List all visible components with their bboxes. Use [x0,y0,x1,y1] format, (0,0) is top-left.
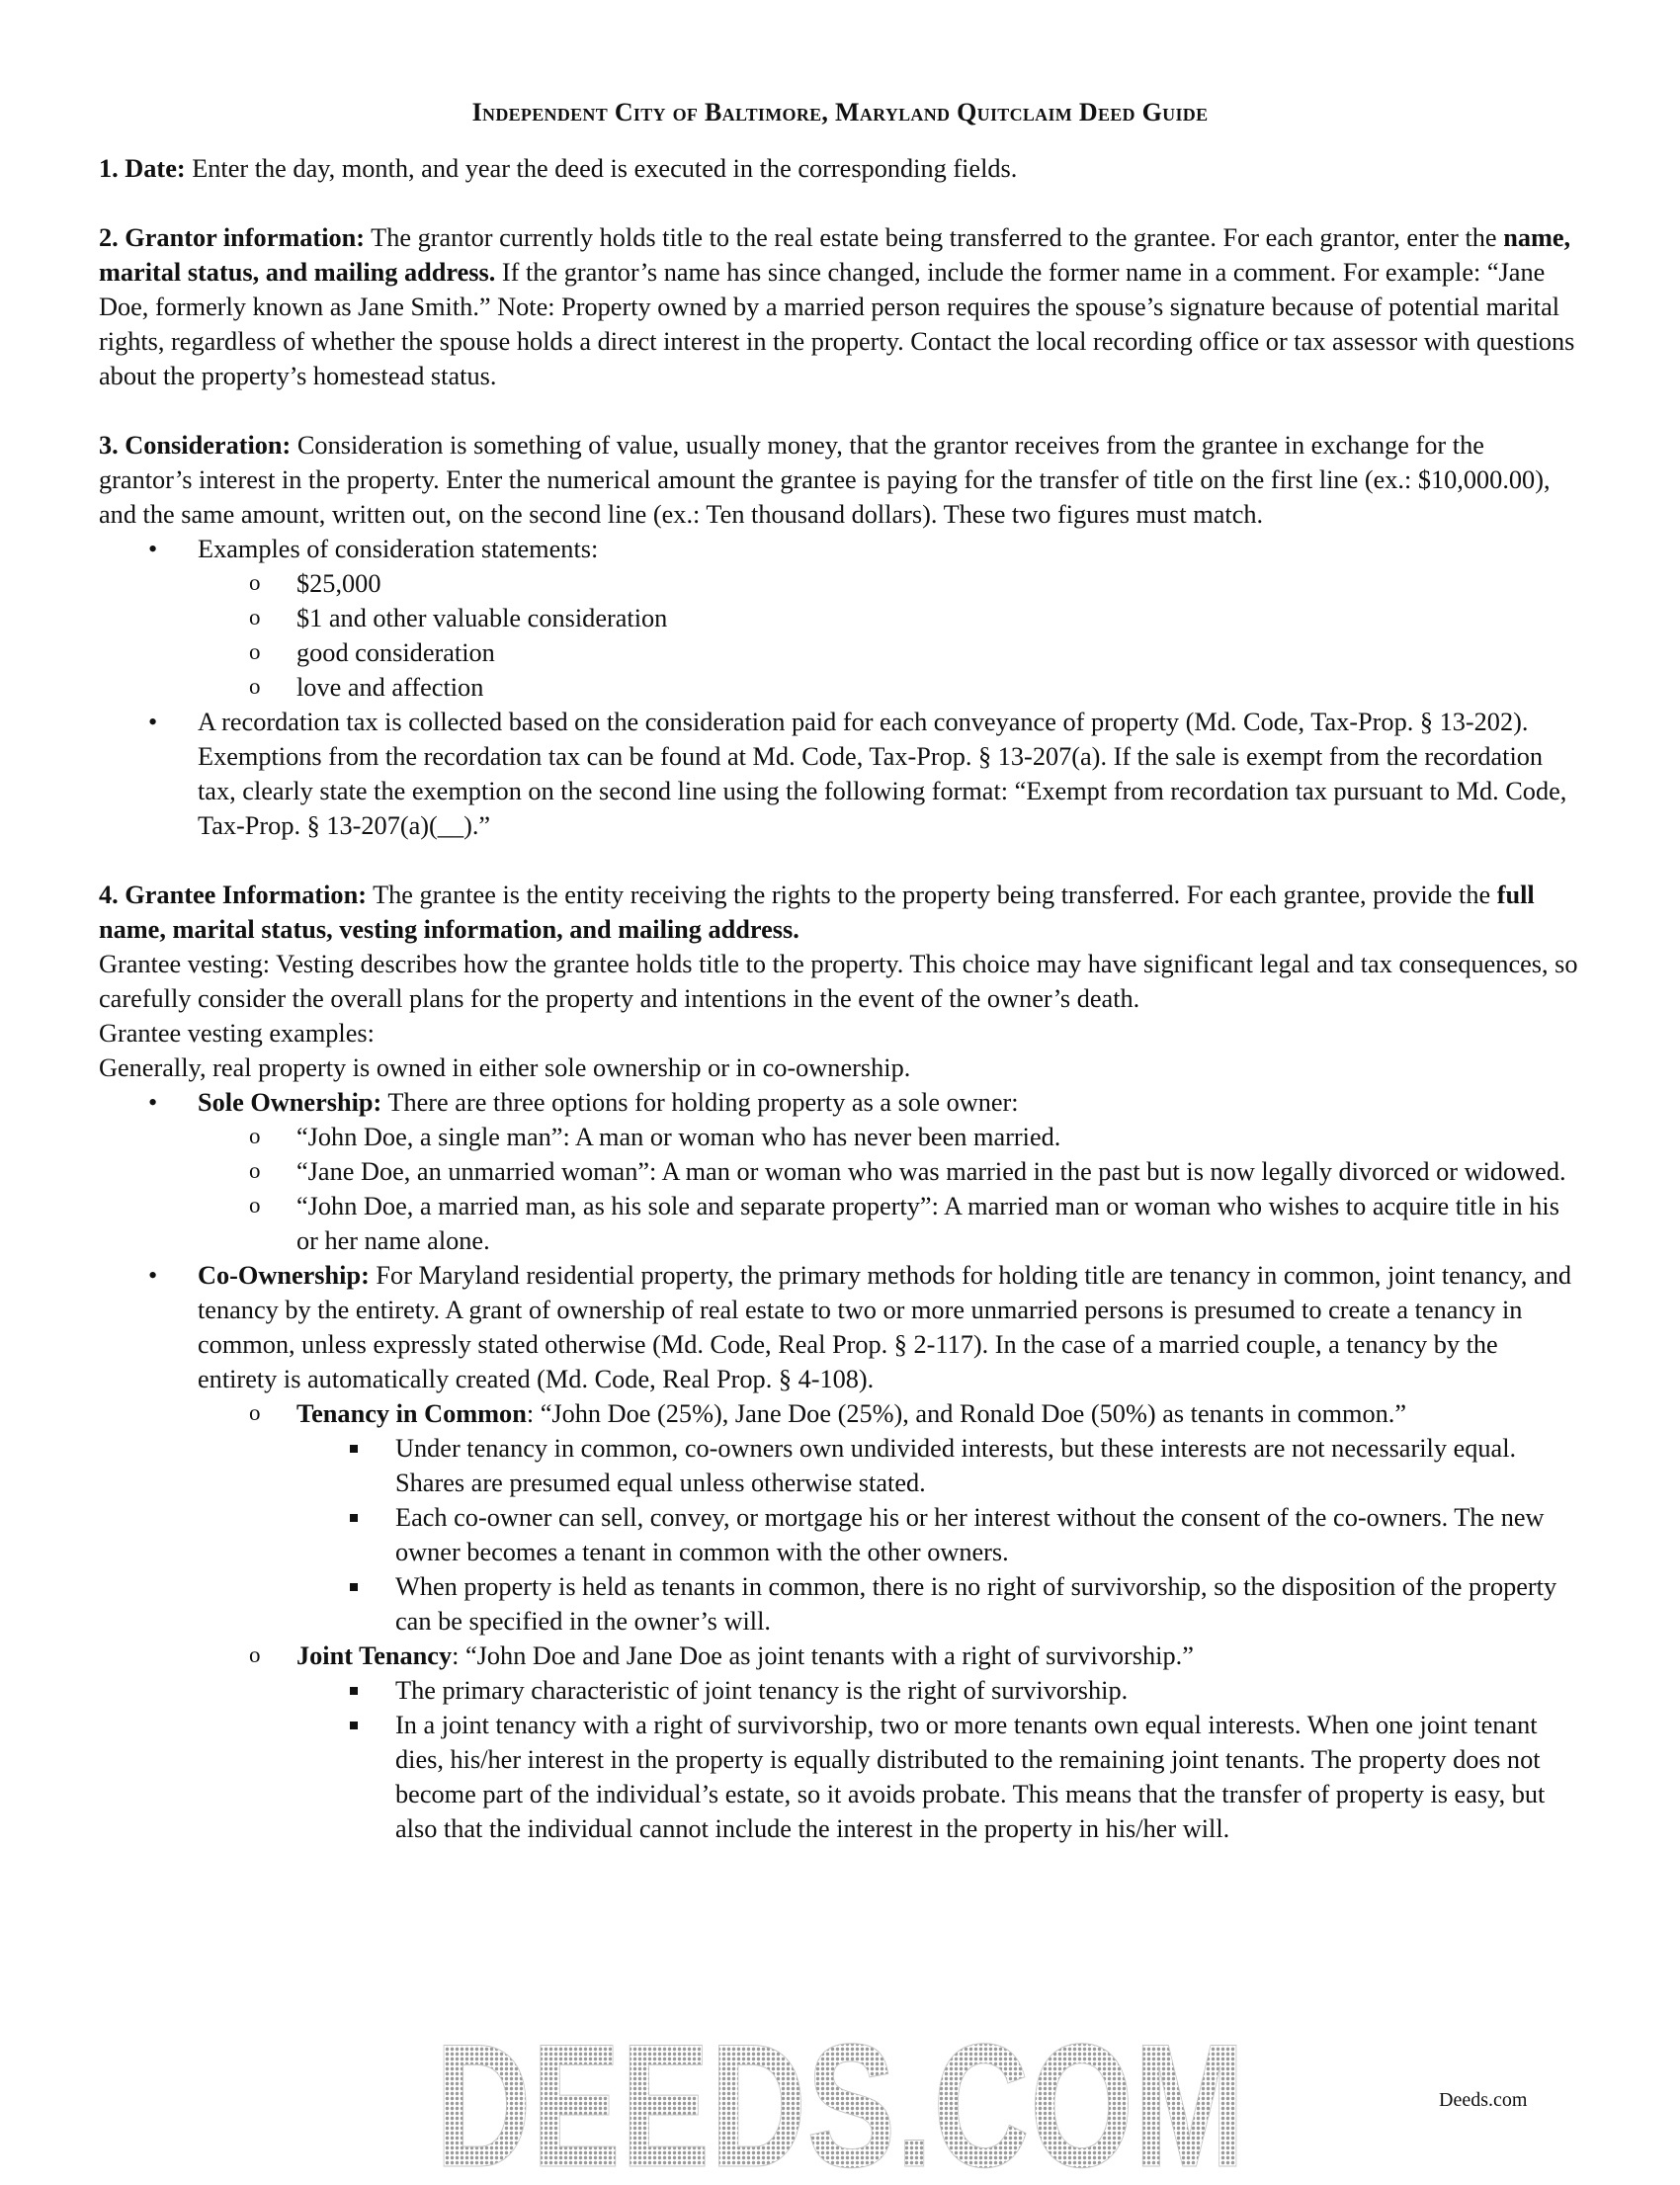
co-ownership-text: For Maryland residential property, the primary methods for holding title are tenancy in common, joint tenancy, and tenancy by the entirety. A grant of ownership of real estate to two or more unmarried persons is presumed to create a tenancy in common, unless expressly stated otherwise (Md. Code, Real Prop. § 2-117). In the case of a married couple, a tenancy by the entirety is automatically created (Md. Code, Real Prop. § 4-108). [198,1261,1571,1393]
list-item [99,1258,1581,1846]
watermark-logo-graphic [425,2022,1255,2180]
document-page [99,95,1581,1846]
consideration-examples [198,566,1581,705]
section-consideration-text: Consideration is something of value, usually money, that the grantor receives from the grantee in exchange for the grantor’s interest in the property. Enter the numerical amount the grantee is paying for the transfer of title on the first line (ex.: $10,000.00), and the same amount, written out, on the second line (ex.: Ten thousand dollars). These two figures must match. [99,431,1551,529]
list-item: o “John Doe, a single man”: A man or woman who has never been married. [198,1120,1581,1154]
section-grantor [99,220,1581,393]
co-ownership-label: Co-Ownership: [198,1261,370,1290]
list-item: o love and affection [198,670,1581,705]
list-item: Under tenancy in common, co-owners own undivided interests, but these interests are not necessarily equal. Shares are presumed equal unless otherwise stated. [296,1431,1581,1500]
section-grantor-bold: name, marital status, and mailing address. [99,223,1571,287]
section-grantee-text: The grantee is the entity receiving the rights to the property being transferred. For each grantee, provide the [366,881,1497,909]
grantee-vesting-examples: Grantee vesting examples: [99,1019,375,1048]
page-title: Independent City of Baltimore, Maryland Quitclaim Deed Guide [471,98,1209,126]
list-item: o $25,000 [198,566,1581,601]
section-grantor-label: 2. Grantor information: [99,223,366,252]
list-item: The primary characteristic of joint tenancy is the right of survivorship. [296,1673,1581,1708]
list-item: o “John Doe, a married man, as his sole and separate property”: A married man or woman who wishes to acquire title in his or her name alone. [198,1189,1581,1258]
tenancy-in-common-text: : “John Doe (25%), Jane Doe (25%), and Ronald Doe (50%) as tenants in common.” [526,1399,1407,1428]
ownership-list [99,1085,1581,1846]
list-item: In a joint tenancy with a right of survivorship, two or more tenants own equal interests. When one joint tenant dies, his/her interest in the property is equally distributed to the remaining joint tenants. The property does not become part of the individual’s estate, so it avoids probate. This means that the transfer of property is easy, but also that the individual cannot include the interest in the property in his/her will. [296,1708,1581,1846]
watermark-text: DEEDS.COM [435,2022,1245,2180]
tenancy-in-common-label: Tenancy in Common [296,1399,527,1428]
list-item [99,532,1581,705]
section-grantee-bold: full name, marital status, vesting information, and mailing address. [99,881,1535,944]
deeds-watermark [425,2022,1255,2180]
list-item [198,1639,1581,1846]
joint-tenancy-points [296,1673,1581,1846]
sole-ownership-text: There are three options for holding property as a sole owner: [381,1088,1019,1117]
sole-ownership-label: Sole Ownership: [198,1088,382,1117]
grantee-vesting: Grantee vesting: Vesting describes how the grantee holds title to the property. This choice may have significant legal and tax consequences, so carefully consider the overall plans for the property and intentions in the event of the owner’s death. [99,950,1578,1013]
tenancy-in-common-points [296,1431,1581,1639]
section-grantor-text-2: If the grantor’s name has since changed, include the former name in a comment. For example: “Jane Doe, formerly known as Jane Smith.” Note: Property owned by a married person requires the spouse’s signature because of potential marital rights, regardless of whether the spouse holds a direct interest in the property. Contact the local recording office or tax assessor with questions about the property’s homestead status. [99,258,1575,390]
section-grantee [99,878,1581,947]
consideration-examples-heading: Examples of consideration statements: [198,535,599,563]
consideration-list [99,532,1581,843]
list-item [198,1396,1581,1639]
section-date-label: 1. Date: [99,154,186,183]
section-grantor-text: The grantor currently holds title to the real estate being transferred to the grantee. For each grantor, enter the [365,223,1504,252]
list-item: o $1 and other valuable consideration [198,601,1581,635]
grantee-generally: Generally, real property is owned in either sole ownership or in co-ownership. [99,1053,911,1082]
joint-tenancy-text: : “John Doe and Jane Doe as joint tenants with a right of survivorship.” [452,1641,1194,1670]
footer-brand: Deeds.com [1439,2089,1528,2111]
section-consideration-label: 3. Consideration: [99,431,292,460]
list-item: When property is held as tenants in common, there is no right of survivorship, so the disposition of the property can be specified in the owner’s will. [296,1569,1581,1639]
list-item: o “Jane Doe, an unmarried woman”: A man or woman who was married in the past but is now legally divorced or widowed. [198,1154,1581,1189]
sole-ownership-options [198,1120,1581,1258]
list-item: • A recordation tax is collected based on the consideration paid for each conveyance of property (Md. Code, Tax-Prop. § 13-202). Exemptions from the recordation tax can be found at Md. Code, Tax-Prop. § 13-207(a). If the sale is exempt from the recordation tax, clearly state the exemption on the second line using the following format: “Exempt from recordation tax pursuant to Md. Code, Tax-Prop. § 13-207(a)(__).” [99,705,1581,843]
co-ownership-options [198,1396,1581,1846]
section-date-text: Enter the day, month, and year the deed is executed in the corresponding fields. [185,154,1018,183]
section-grantee-label: 4. Grantee Information: [99,881,367,909]
section-date [99,151,1581,186]
list-item: Each co-owner can sell, convey, or mortgage his or her interest without the consent of the co-owners. The new owner becomes a tenant in common with the other owners. [296,1500,1581,1569]
list-item: o good consideration [198,635,1581,670]
joint-tenancy-label: Joint Tenancy [296,1641,453,1670]
list-item [99,1085,1581,1258]
section-consideration [99,428,1581,532]
